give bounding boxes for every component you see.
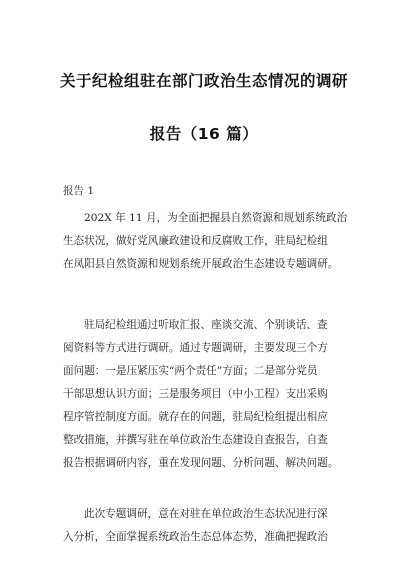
section-label: 报告 1: [63, 185, 95, 197]
paragraph-1: [63, 207, 348, 276]
document-title-line1: 关于纪检组驻在部门政治生态情况的调研: [59, 72, 348, 90]
paragraph-line: 生态状况，做好党风廉政建设和反腐败工作，驻局纪检组: [63, 235, 328, 247]
paragraph-line: 面问题：一是压紧压实“两个责任”方面；二是部分党员: [63, 365, 318, 377]
paragraph-line: 入分析，全面掌握系统政治生态总体态势，准确把握政治: [63, 531, 328, 543]
paragraph-3: [63, 503, 345, 549]
paragraph-line: 在凤阳县自然资源和规划系统开展政治生态建设专题调研。: [63, 258, 339, 270]
paragraph-line: 202X 年 11 月，为全面把握县自然资源和规划系统政治: [84, 212, 348, 224]
paragraph-line: 干部思想认识方面；三是服务项目（中小工程）支出采购: [63, 388, 328, 400]
paragraph-line: 报告根据调研内容，重在发现问题、分析问题、解决问题。: [63, 457, 339, 469]
paragraph-line: 此次专题调研，意在对驻在单位政治生态状况进行深: [84, 508, 328, 520]
paragraph-line: 程序管控制度方面。就存在的问题，驻局纪检组提出相应: [63, 411, 328, 423]
paragraph-line: 驻局纪检组通过听取汇报、座谈交流、个别谈话、查: [84, 319, 328, 331]
paragraph-line: 阅资料等方式进行调研。通过专题调研，主要发现三个方: [63, 342, 328, 354]
document-title-line2: 报告（16 篇）: [149, 125, 259, 143]
paragraph-2: [63, 314, 345, 475]
paragraph-line: 整改措施，并撰写驻在单位政治生态建设自查报告，自查: [63, 434, 328, 446]
